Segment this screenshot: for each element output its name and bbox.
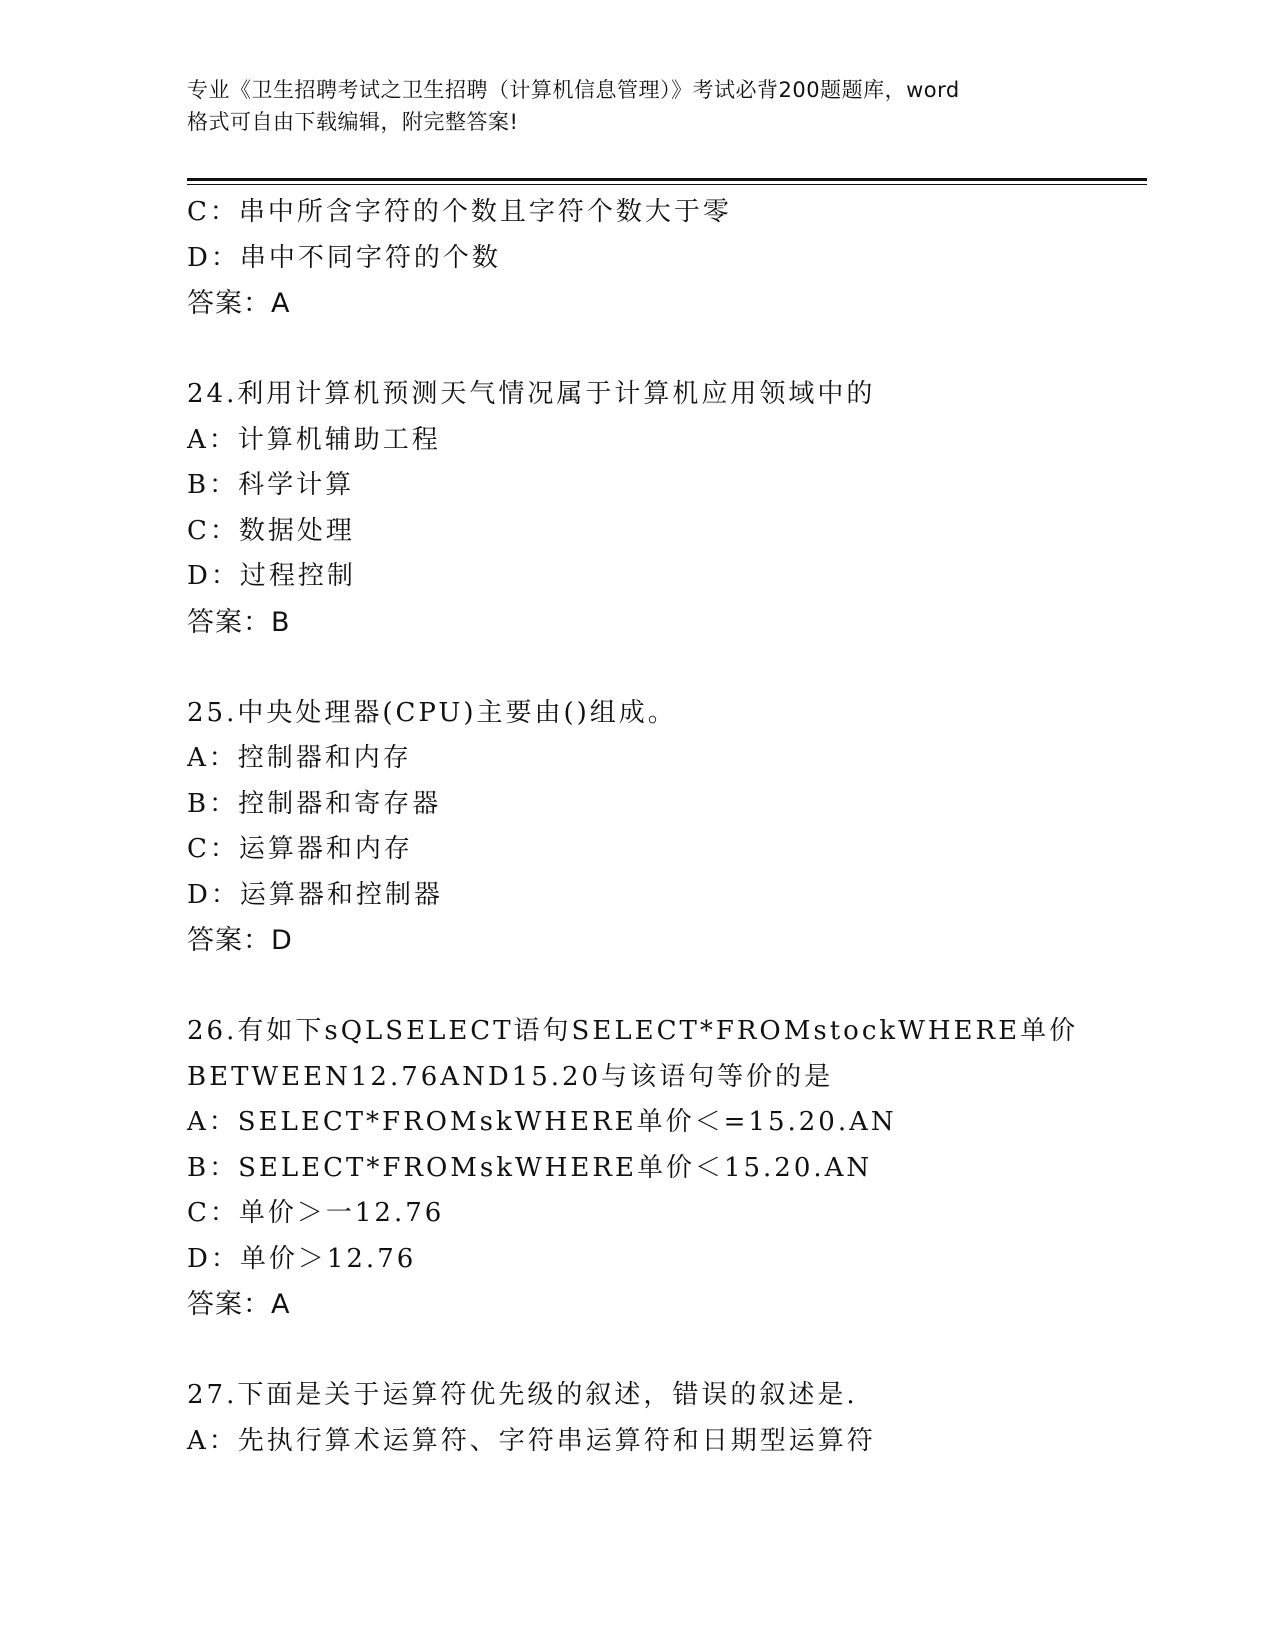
- option-d: D：运算器和控制器: [187, 879, 443, 910]
- option-a: A：先执行算术运算符、字符串运算符和日期型运算符: [187, 1425, 876, 1456]
- question-24: [187, 372, 1147, 645]
- option-c: C：串中所含字符的个数且字符个数大于零: [187, 197, 732, 227]
- question-27: [187, 1373, 1147, 1464]
- option-c: C：数据处理: [187, 515, 355, 546]
- spacer: [187, 1328, 1147, 1374]
- question-23-tail: [187, 190, 1147, 327]
- option-a: A：计算机辅助工程: [187, 424, 441, 455]
- header-line-1: 专业《卫生招聘考试之卫生招聘（计算机信息管理）》考试必背200题题库，word: [187, 78, 960, 102]
- question-list: [187, 190, 1147, 1464]
- option-b: B：SELECT*FROMskWHERE单价＜15.20.AN: [187, 1152, 873, 1183]
- answer-line: 答案：D: [187, 925, 293, 956]
- question-26: [187, 1009, 1147, 1328]
- header-line-2: 格式可自由下载编辑，附完整答案!: [187, 110, 519, 134]
- option-d: D：单价＞12.76: [187, 1243, 417, 1274]
- question-stem: 25.中央处理器(CPU)主要由()组成。: [187, 697, 677, 728]
- spacer: [187, 327, 1147, 373]
- option-a: A：SELECT*FROMskWHERE单价＜=15.20.AN: [187, 1107, 897, 1137]
- option-a: A：控制器和内存: [187, 743, 412, 773]
- answer-line: 答案：A: [187, 1289, 291, 1320]
- question-stem-line-1: 26.有如下sQLSELECT语句SELECT*FROMstockWHERE单价: [187, 1016, 1079, 1046]
- option-c: C：运算器和内存: [187, 834, 413, 864]
- spacer: [187, 645, 1147, 691]
- option-b: B：科学计算: [187, 470, 355, 500]
- answer-line: 答案：A: [187, 288, 291, 319]
- header-divider-thin: [187, 184, 1147, 185]
- header-divider-thick: [187, 178, 1147, 181]
- document-header: [187, 74, 1087, 138]
- question-stem: 27.下面是关于运算符优先级的叙述，错误的叙述是.: [187, 1380, 858, 1410]
- answer-line: 答案：B: [187, 606, 291, 638]
- option-c: C：单价＞一12.76: [187, 1198, 445, 1228]
- option-b: B：控制器和寄存器: [187, 788, 442, 819]
- option-d: D：串中不同字符的个数: [187, 242, 501, 273]
- question-25: [187, 691, 1147, 964]
- spacer: [187, 964, 1147, 1010]
- question-stem-line-2: BETWEEN12.76AND15.20与该语句等价的是: [187, 1061, 834, 1092]
- question-stem: 24.利用计算机预测天气情况属于计算机应用领域中的: [187, 379, 876, 409]
- option-d: D：过程控制: [187, 561, 356, 591]
